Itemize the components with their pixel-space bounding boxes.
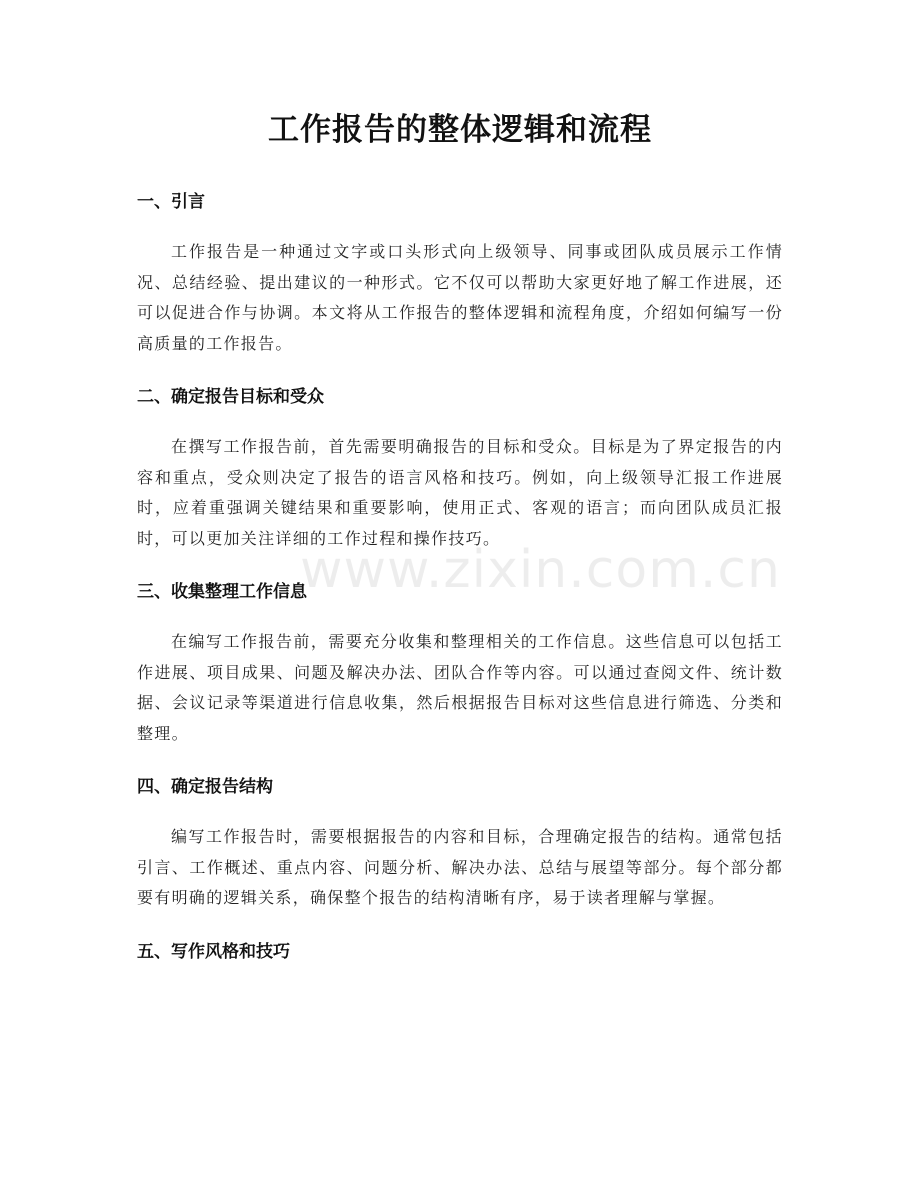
section-collect-info	[137, 578, 783, 749]
section-goals-audience	[137, 383, 783, 554]
section-paragraph: 工作报告是一种通过文字或口头形式向上级领导、同事或团队成员展示工作情况、总结经验、提出建议的一种形式。它不仅可以帮助大家更好地了解工作进展，还可以促进合作与协调。本文将从工作报告的整体逻辑和流程角度，介绍如何编写一份高质量的工作报告。	[137, 242, 783, 353]
section-structure	[137, 773, 783, 914]
section-style-tips	[137, 938, 783, 966]
section-introduction	[137, 188, 783, 359]
section-paragraph: 在撰写工作报告前，首先需要明确报告的目标和受众。目标是为了界定报告的内容和重点，受众则决定了报告的语言风格和技巧。例如，向上级领导汇报工作进展时，应着重强调关键结果和重要影响，使用正式、客观的语言；而向团队成员汇报时，可以更加关注详细的工作过程和操作技巧。	[137, 437, 783, 548]
document-title: 工作报告的整体逻辑和流程	[268, 112, 652, 148]
section-heading: 五、写作风格和技巧	[137, 941, 290, 962]
document-body	[137, 188, 783, 966]
section-heading: 三、收集整理工作信息	[137, 582, 307, 602]
section-heading: 四、确定报告结构	[137, 777, 273, 797]
section-paragraph: 编写工作报告时，需要根据报告的内容和目标，合理确定报告的结构。通常包括引言、工作概述、重点内容、问题分析、解决办法、总结与展望等部分。每个部分都要有明确的逻辑关系，确保整个报告的结构清晰有序，易于读者理解与掌握。	[137, 827, 783, 907]
watermark: www.zixin.com.cn	[300, 540, 781, 600]
section-heading: 二、确定报告目标和受众	[137, 387, 324, 407]
section-paragraph: 在编写工作报告前，需要充分收集和整理相关的工作信息。这些信息可以包括工作进展、项目成果、问题及解决办法、团队合作等内容。可以通过查阅文件、统计数据、会议记录等渠道进行信息收集，然后根据报告目标对这些信息进行筛选、分类和整理。	[137, 632, 783, 743]
section-heading: 一、引言	[137, 192, 205, 212]
